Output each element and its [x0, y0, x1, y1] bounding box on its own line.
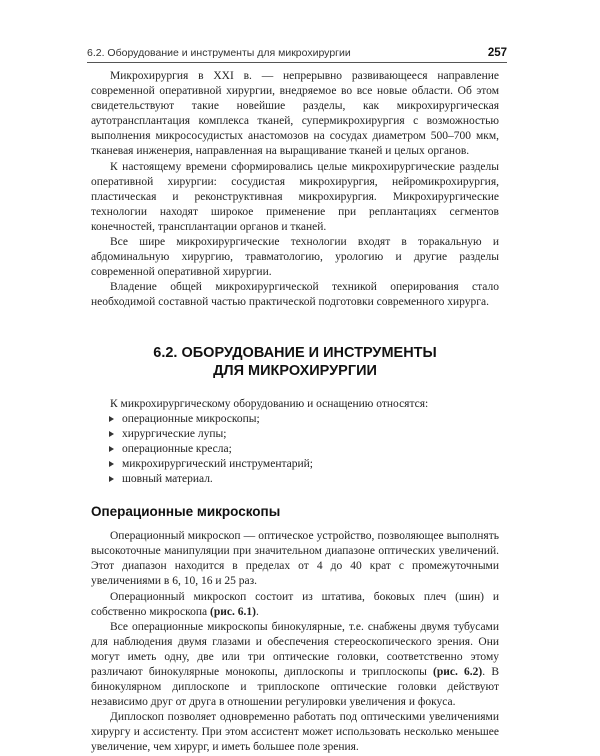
list-item: операционные кресла; [91, 442, 499, 457]
bullet-triangle-icon [109, 461, 114, 467]
section-heading [91, 344, 499, 380]
bullet-triangle-icon [109, 431, 114, 437]
list-item: операционные микроскопы; [91, 412, 499, 427]
list-lead: К микрохирургическому оборудованию и оснащению относятся: [110, 397, 429, 410]
list-item: шовный материал. [91, 472, 499, 487]
list-item: хирургические лупы; [91, 427, 499, 442]
paragraph: К настоящему времени сформировались целые микрохирургические разделы оперативной хирургии: сосудистая микрохирургия, нейромикрохирургия, пластическая и реконструктивная микрохирургия. Микрохирургические технологии находят широкое применение при реплантациях сегментов конечностей, трансплантации органов и тканей. [91, 160, 499, 233]
equipment-list [91, 412, 499, 487]
subsection-heading: Операционные микроскопы [91, 504, 281, 520]
running-title: 6.2. Оборудование и инструменты для микрохирургии [87, 47, 351, 59]
list-item: микрохирургический инструментарий; [91, 457, 499, 472]
section-heading-line: ДЛЯ МИКРОХИРУРГИИ [213, 362, 377, 379]
running-head [87, 47, 507, 59]
figure-reference: (рис. 6.2) [433, 666, 483, 678]
paragraph: Все операционные микроскопы бинокулярные, т.е. снабжены двумя тубусами для наблюдения двумя глазами и обеспечения стереоскопического зрения. Они могут иметь одну, две или три оптические головки, соответственно этому различают бинокулярные монокопы, диплоскопы и триплоскопы (рис. 6.2). В бинокулярном диплоскопе и триплоскопе оптические головки действуют независимо друг от друга в отношении регулировки увеличения и фокуса. [91, 620, 499, 709]
figure-reference: (рис. 6.1) [210, 605, 256, 618]
page-number: 257 [487, 47, 507, 59]
paragraph: Операционный микроскоп — оптическое устройство, позволяющее выполнять высокоточные манипуляции при значительном диапазоне оптических увеличений. Этот диапазон находится в пределах от 4 до 40 крат с промежуточными увеличениями в 6, 10, 16 и 25 раз. [91, 530, 499, 588]
paragraph: Диплоскоп позволяет одновременно работать под оптическими увеличениями хирургу и ассистенту. При этом ассистент может использовать несколько меньшее увеличение, чем хирург, и иметь большее поле зрения. [91, 711, 499, 754]
paragraph: Операционный микроскоп состоит из штатива, боковых плеч (шин) и собственно микроскопа (рис. 6.1). [91, 590, 499, 618]
section-heading-line: 6.2. ОБОРУДОВАНИЕ И ИНСТРУМЕНТЫ [153, 344, 437, 361]
bullet-triangle-icon [109, 446, 114, 452]
paragraph: Микрохирургия в XXI в. — непрерывно развивающееся направление современной оперативной хирургии, внедряемое во все новые области. Об этом свидетельствуют такие новейшие разделы, как микрохирургическая аутотрансплантация комплекса тканей, супермикрохирургия с возможностью выполнения микрососудистых анастомозов на сосудах диаметром 500–700 мкм, тканевая инженерия, направленная на выращивание тканей и целых органов. [91, 70, 499, 158]
bullet-triangle-icon [109, 416, 114, 422]
bullet-triangle-icon [109, 476, 114, 482]
paragraph: Владение общей микрохирургической техникой оперирования стало необходимой составной частью практической подготовки современного хирурга. [91, 281, 499, 309]
header-rule [87, 62, 507, 63]
page-body [91, 69, 499, 756]
paragraph: Все шире микрохирургические технологии входят в торакальную и абдоминальную хирургию, травматологию, урологию и другие разделы современной оперативной хирургии. [91, 236, 499, 279]
